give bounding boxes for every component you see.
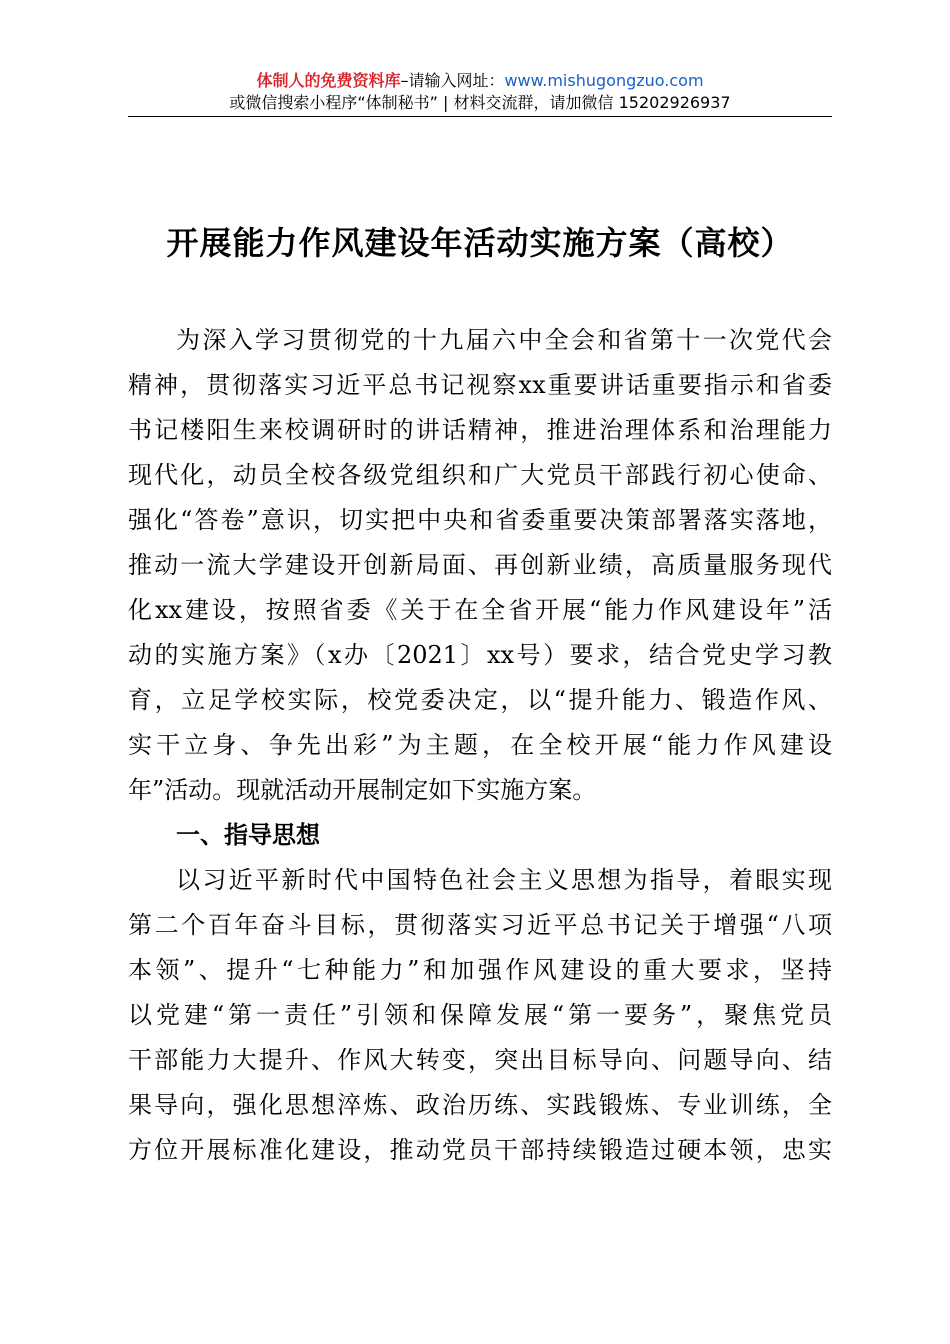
- text-line: 以习近平新时代中国特色社会主义思想为指导，着眼实现: [176, 866, 832, 894]
- header-brand: 体制人的免费资料库: [256, 71, 401, 90]
- text-line: 现代化，动员全校各级党组织和广大党员干部践行初心使命、: [128, 461, 832, 489]
- page-header: [128, 70, 832, 114]
- text-line: 书记楼阳生来校调研时的讲话精神，推进治理体系和治理能力: [128, 416, 832, 444]
- document-title: 开展能力作风建设年活动实施方案（高校）: [166, 224, 794, 262]
- text-line: 第二个百年奋斗目标，贯彻落实习近平总书记关于增强“八项: [128, 911, 832, 939]
- document-body: [128, 318, 832, 1173]
- section-heading: 一、指导思想: [176, 821, 320, 849]
- text-line: 果导向，强化思想淬炼、政治历练、实践锻炼、专业训练，全: [128, 1091, 832, 1119]
- text-line: 精神，贯彻落实习近平总书记视察xx重要讲话重要指示和省委: [128, 371, 832, 399]
- text-line: 以党建“第一责任”引领和保障发展“第一要务”，聚焦党员: [128, 1001, 832, 1029]
- text-line: 实干立身、争先出彩”为主题，在全校开展“能力作风建设: [128, 731, 832, 759]
- header-line-2: 或微信搜索小程序“体制秘书” | 材料交流群，请加微信 15202926937: [229, 93, 731, 112]
- text-line: 育，立足学校实际，校党委决定，以“提升能力、锻造作风、: [128, 686, 832, 714]
- text-line: 推动一流大学建设开创新局面、再创新业绩，高质量服务现代: [128, 551, 832, 579]
- paragraph-guiding-ideology: [128, 858, 832, 1173]
- text-line: 方位开展标准化建设，推动党员干部持续锻造过硬本领，忠实: [128, 1136, 832, 1164]
- text-line: 动的实施方案》（x办〔2021〕xx号）要求，结合党史学习教: [128, 641, 832, 669]
- text-line: 为深入学习贯彻党的十九届六中全会和省第十一次党代会: [176, 326, 832, 354]
- text-line: 本领”、提升“七种能力”和加强作风建设的重大要求，坚持: [128, 956, 832, 984]
- text-line: 年”活动。现就活动开展制定如下实施方案。: [128, 776, 597, 804]
- header-url-link[interactable]: www.mishugongzuo.com: [504, 71, 704, 90]
- paragraph-intro: [128, 318, 832, 813]
- text-line: 化xx建设，按照省委《关于在全省开展“能力作风建设年”活: [128, 596, 832, 624]
- text-line: 强化“答卷”意识，切实把中央和省委重要决策部署落实落地，: [128, 506, 832, 534]
- text-line: 干部能力大提升、作风大转变，突出目标导向、问题导向、结: [128, 1046, 832, 1074]
- header-prompt: –请输入网址：: [400, 71, 505, 90]
- header-divider: [128, 116, 832, 117]
- header-line-1: [128, 70, 832, 92]
